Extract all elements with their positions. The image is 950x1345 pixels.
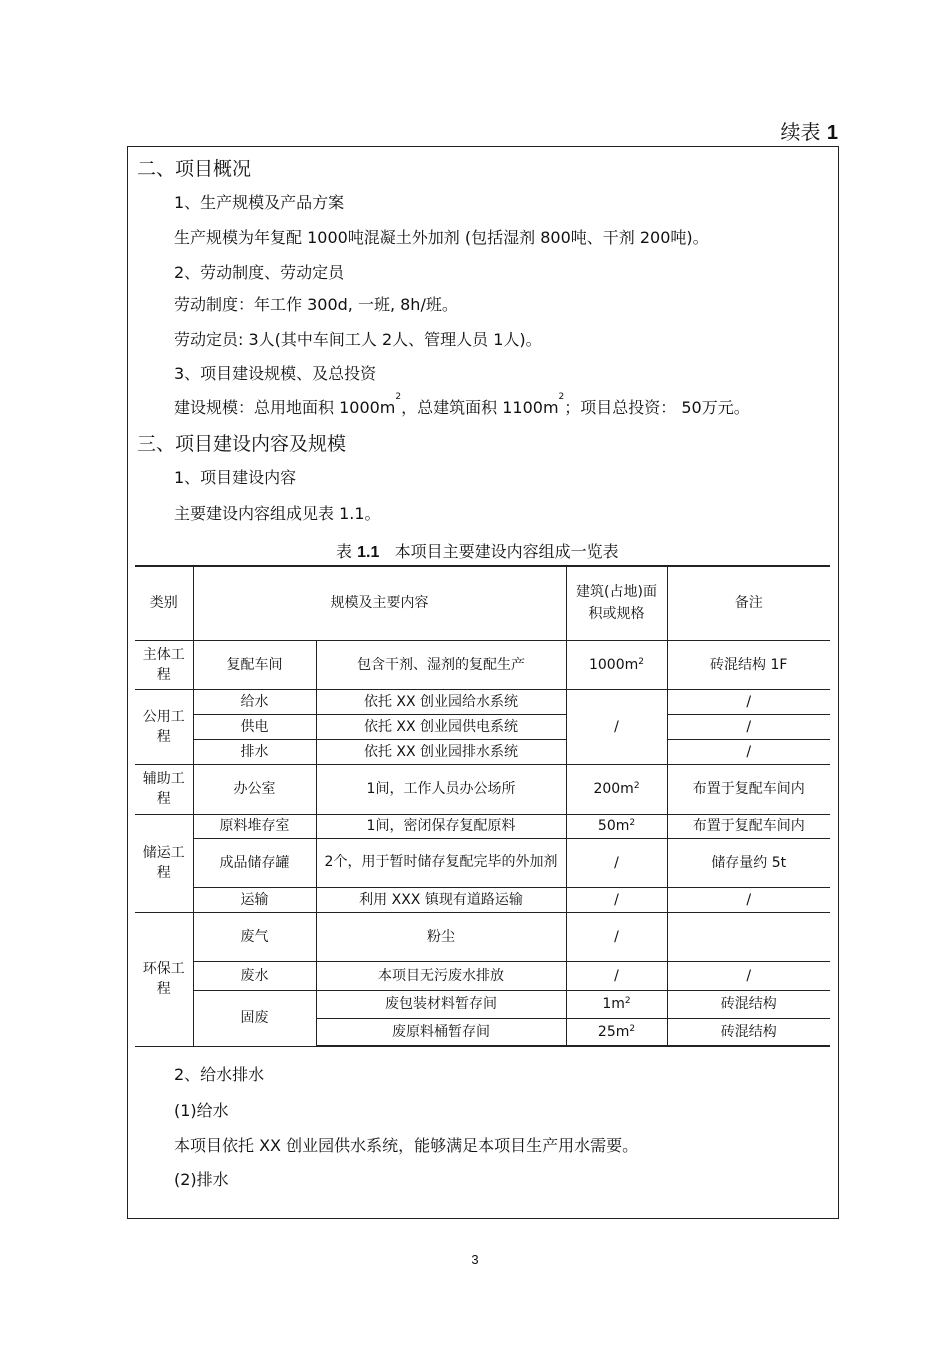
item-note: 布置于复配车间内 bbox=[667, 814, 830, 838]
section-3-heading: 三、项目建设内容及规模 bbox=[137, 433, 347, 455]
table-row bbox=[135, 764, 830, 814]
item-name: 复配车间 bbox=[193, 640, 316, 689]
water-supply-heading: (1)给水 bbox=[174, 1101, 229, 1120]
item-note: 储存量约 5t bbox=[667, 838, 830, 887]
table-caption bbox=[336, 539, 619, 562]
item-name: 固废 bbox=[193, 990, 316, 1046]
continuation-number: 1 bbox=[826, 122, 838, 144]
construction-content-table bbox=[135, 565, 830, 1047]
table-row bbox=[135, 887, 830, 912]
category-public: 公用工程 bbox=[135, 689, 193, 764]
content-1-heading: 1、项目建设内容 bbox=[174, 468, 297, 487]
item-name: 运输 bbox=[193, 887, 316, 912]
table-row bbox=[135, 814, 830, 838]
item-description: 1间，密闭保存复配原料 bbox=[316, 814, 566, 838]
page-number: 3 bbox=[471, 1252, 479, 1267]
item-area-value: 50m bbox=[597, 818, 630, 834]
item-area-value: 1m bbox=[602, 996, 625, 1012]
item-note: 布置于复配车间内 bbox=[667, 764, 830, 814]
construction-scale-text bbox=[174, 392, 750, 418]
item-area bbox=[566, 764, 667, 814]
superscript-2: 2 bbox=[629, 1023, 636, 1034]
superscript-2: 2 bbox=[624, 996, 631, 1006]
drainage-heading: (2)排水 bbox=[174, 1170, 229, 1189]
item-area-value: 1000m bbox=[588, 656, 639, 673]
header-scale-content: 规模及主要内容 bbox=[193, 566, 566, 640]
table-row bbox=[135, 838, 830, 887]
item-description: 依托 XX 创业园给水系统 bbox=[316, 689, 566, 714]
section-2-heading: 二、项目概况 bbox=[137, 158, 252, 180]
water-supply-text: 本项目依托 XX 创业园供水系统，能够满足本项目生产用水需要。 bbox=[174, 1136, 639, 1155]
item-note: / bbox=[667, 714, 830, 739]
superscript-2: 2 bbox=[638, 656, 644, 667]
item-name: 废水 bbox=[193, 961, 316, 990]
table-row bbox=[135, 990, 830, 1018]
building-area-text: ，总建筑面积 1100m bbox=[401, 398, 559, 417]
item-area: / bbox=[566, 887, 667, 912]
continuation-label bbox=[781, 116, 838, 145]
production-scale-text: 生产规模为年复配 1000吨混凝土外加剂 (包括湿剂 800吨、干剂 200吨)。 bbox=[174, 228, 709, 247]
table-row bbox=[135, 739, 830, 764]
item-name: 成品储存罐 bbox=[193, 838, 316, 887]
subsection-1-heading: 1、生产规模及产品方案 bbox=[174, 193, 345, 212]
table-row bbox=[135, 912, 830, 961]
item-description: 1间，工作人员办公场所 bbox=[316, 764, 566, 814]
investment-text: ；项目总投资： 50万元。 bbox=[564, 398, 750, 417]
superscript-2: 2 bbox=[633, 781, 640, 791]
continuation-text: 续表 bbox=[780, 120, 821, 144]
category-environmental: 环保工程 bbox=[135, 912, 193, 1046]
item-description: 依托 XX 创业园供电系统 bbox=[316, 714, 566, 739]
item-description: 废原料桶暂存间 bbox=[316, 1018, 566, 1046]
item-area bbox=[566, 1018, 667, 1046]
item-description: 本项目无污废水排放 bbox=[316, 961, 566, 990]
item-area: / bbox=[566, 961, 667, 990]
item-area-value: 200m bbox=[593, 781, 634, 797]
subsection-2-heading: 2、劳动制度、劳动定员 bbox=[174, 263, 345, 282]
item-description: 包含干剂、湿剂的复配生产 bbox=[316, 640, 566, 689]
header-area: 建筑(占地)面积或规格 bbox=[566, 566, 667, 640]
category-main: 主体工程 bbox=[135, 640, 193, 689]
category-auxiliary: 辅助工程 bbox=[135, 764, 193, 814]
item-name: 供电 bbox=[193, 714, 316, 739]
item-description: 废包装材料暂存间 bbox=[316, 990, 566, 1018]
item-note: 砖混结构 bbox=[667, 990, 830, 1018]
item-note: / bbox=[667, 887, 830, 912]
item-area-value: 25m bbox=[597, 1023, 630, 1040]
item-area: / bbox=[566, 912, 667, 961]
table-row bbox=[135, 714, 830, 739]
labor-system-text: 劳动制度：年工作 300d, 一班, 8h/班。 bbox=[174, 295, 458, 314]
item-area bbox=[566, 990, 667, 1018]
item-name: 给水 bbox=[193, 689, 316, 714]
item-area: / bbox=[566, 689, 667, 764]
table-row bbox=[135, 961, 830, 990]
item-note: 砖混结构 1F bbox=[667, 640, 830, 689]
staffing-text: 劳动定员: 3人(其中车间工人 2人、管理人员 1人)。 bbox=[174, 330, 542, 349]
item-area bbox=[566, 814, 667, 838]
superscript-2: 2 bbox=[558, 392, 565, 402]
table-row bbox=[135, 640, 830, 689]
superscript-2: 2 bbox=[629, 818, 636, 828]
item-description: 利用 XXX 镇现有道路运输 bbox=[316, 887, 566, 912]
item-note: / bbox=[667, 739, 830, 764]
content-1-text: 主要建设内容组成见表 1.1。 bbox=[174, 504, 381, 523]
caption-prefix: 表 bbox=[336, 542, 353, 561]
table-header-row bbox=[135, 566, 830, 640]
land-area-text: 建设规模：总用地面积 1000m bbox=[174, 398, 396, 417]
item-area: / bbox=[566, 838, 667, 887]
item-description: 粉尘 bbox=[316, 912, 566, 961]
header-category: 类别 bbox=[135, 566, 193, 640]
item-name: 办公室 bbox=[193, 764, 316, 814]
header-note: 备注 bbox=[667, 566, 830, 640]
content-2-heading: 2、给水排水 bbox=[174, 1065, 265, 1084]
item-name: 废气 bbox=[193, 912, 316, 961]
item-note: / bbox=[667, 689, 830, 714]
item-description: 依托 XX 创业园排水系统 bbox=[316, 739, 566, 764]
item-area bbox=[566, 640, 667, 689]
superscript-2: 2 bbox=[395, 392, 402, 402]
table-row bbox=[135, 689, 830, 714]
caption-title: 本项目主要建设内容组成一览表 bbox=[394, 542, 619, 561]
subsection-3-heading: 3、项目建设规模、及总投资 bbox=[174, 364, 377, 383]
item-note: 砖混结构 bbox=[667, 1018, 830, 1046]
item-name: 排水 bbox=[193, 739, 316, 764]
item-name: 原料堆存室 bbox=[193, 814, 316, 838]
item-note: / bbox=[667, 961, 830, 990]
caption-number: 1.1 bbox=[357, 544, 380, 561]
category-storage: 储运工程 bbox=[135, 814, 193, 912]
item-description: 2个，用于暂时储存复配完毕的外加剂 bbox=[316, 838, 566, 887]
item-note bbox=[667, 912, 830, 961]
